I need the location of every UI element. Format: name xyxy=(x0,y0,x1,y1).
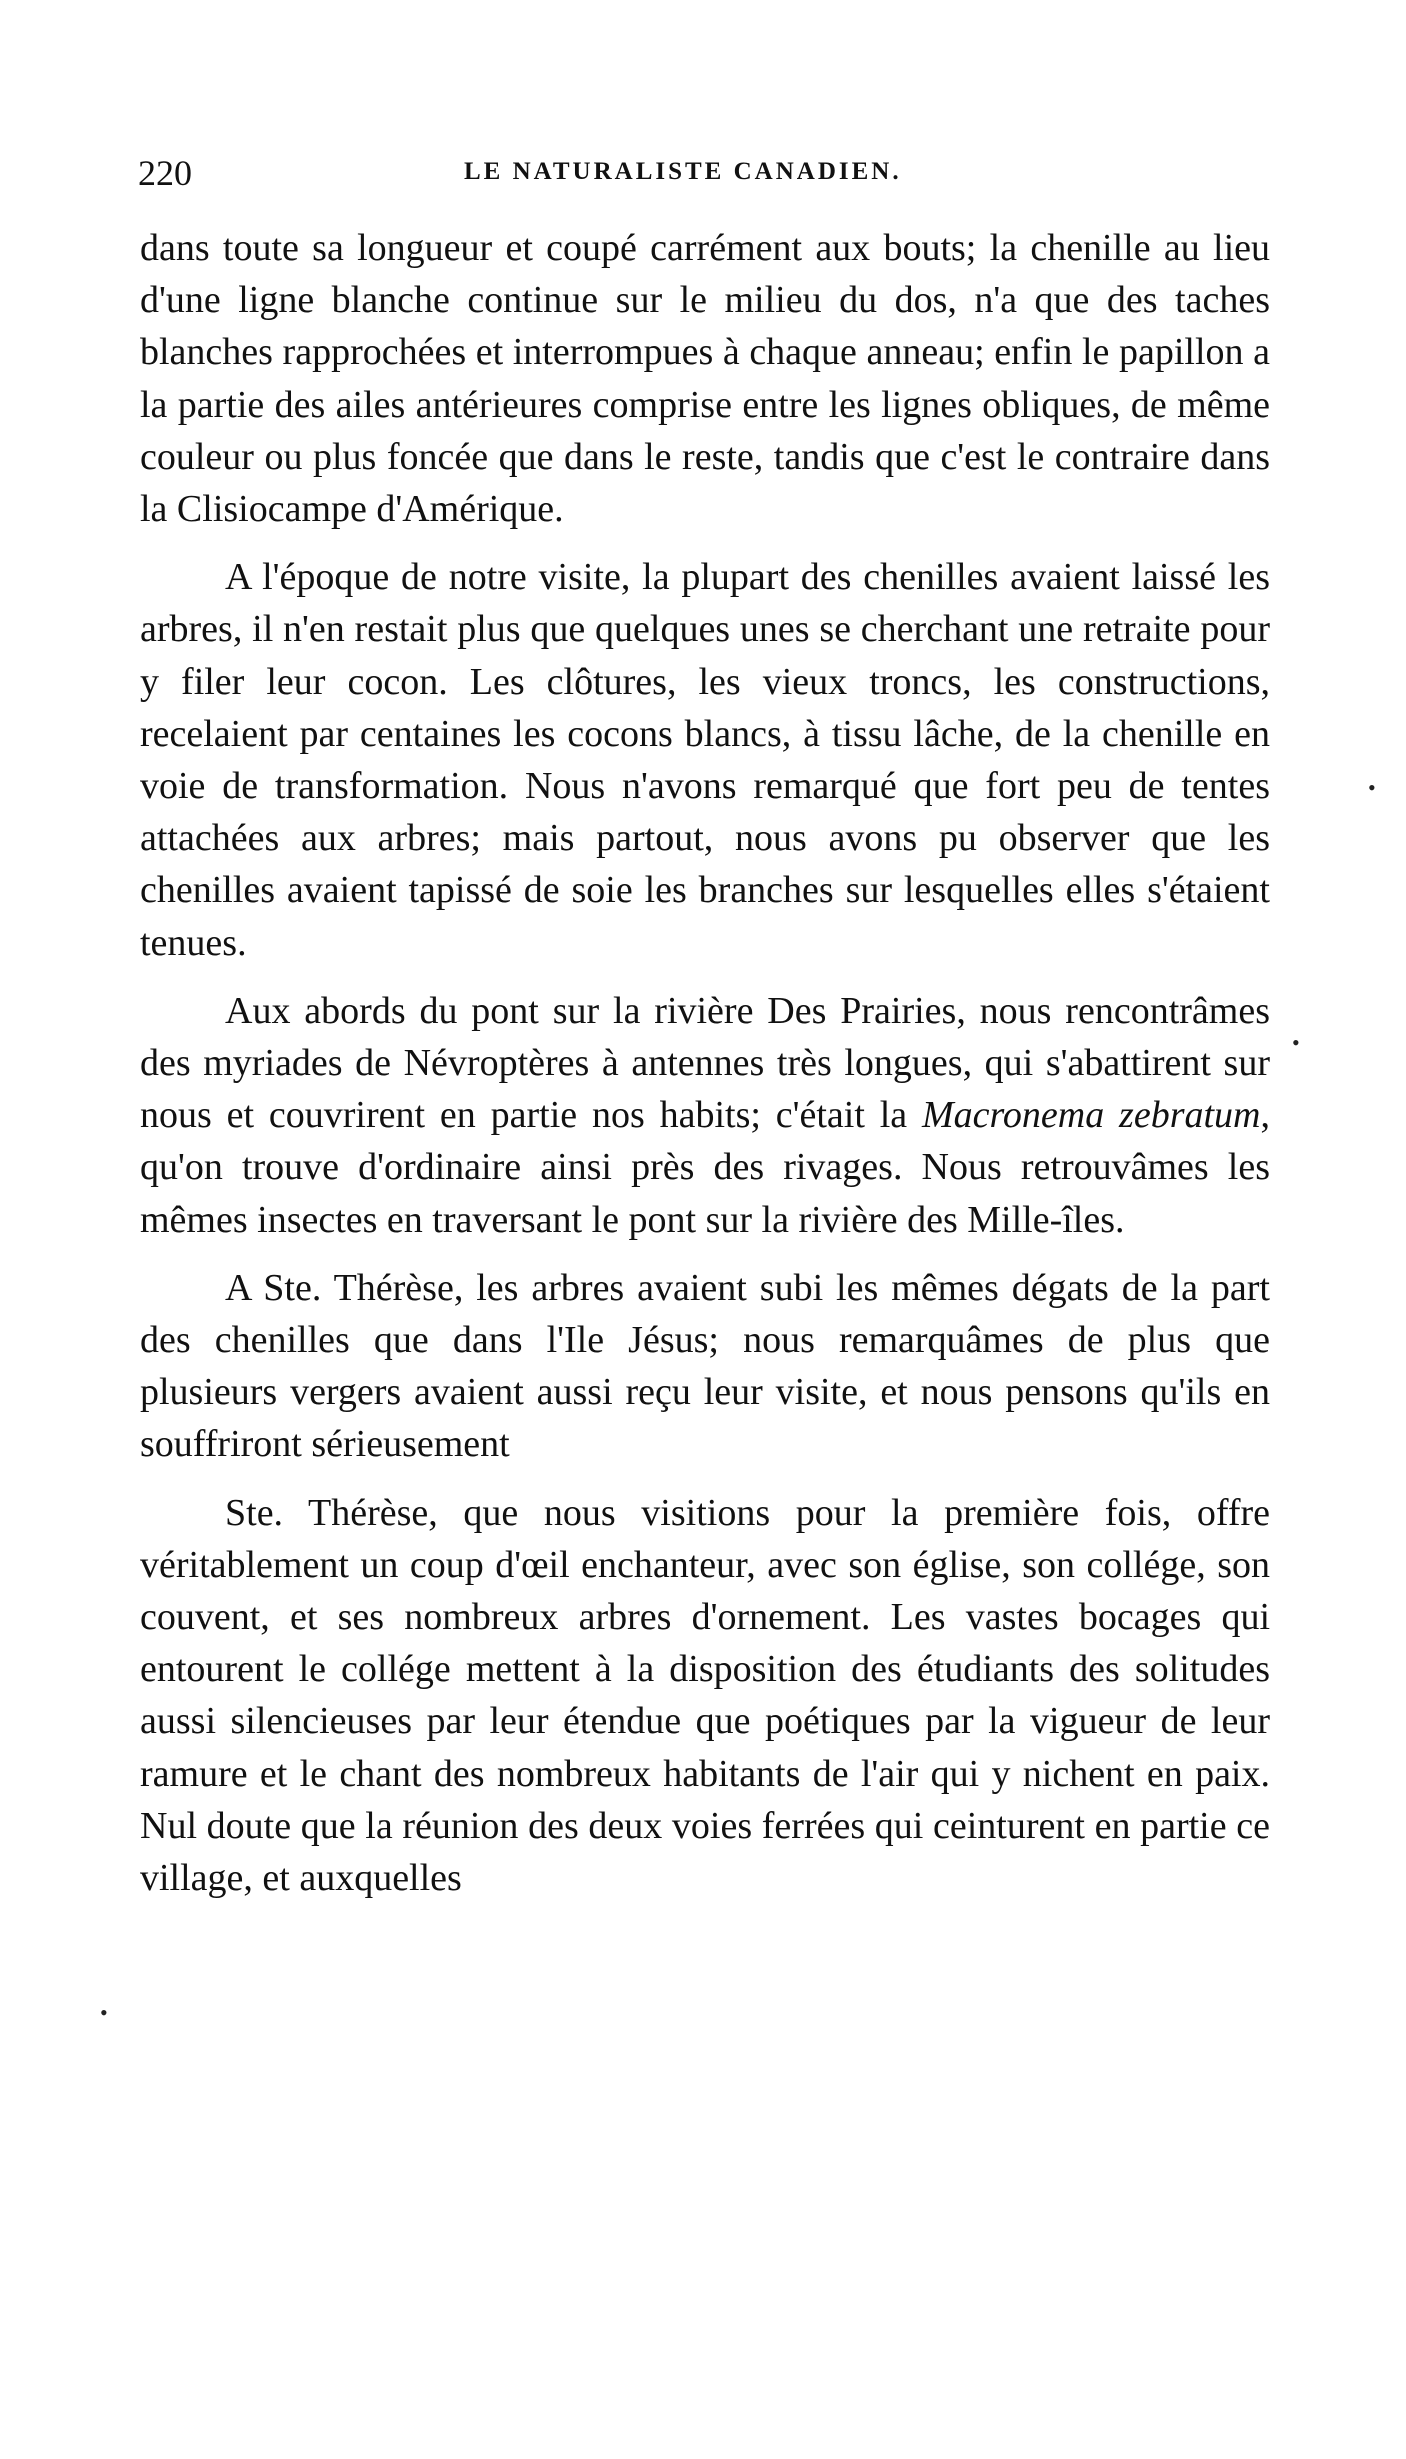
species-name: Macronema zebratum xyxy=(922,1094,1261,1137)
running-title: LE NATURALISTE CANADIEN. xyxy=(464,158,902,185)
paragraph-3-rest: , qu'on trouve d'ordinaire ainsi près des rivages. Nous retrouvâmes les mêmes insectes en traversant le pont sur la rivière des Mille-îles. xyxy=(140,1094,1270,1241)
paragraph-1: dans toute sa longueur et coupé carrément aux bouts; la chenille au lieu d'une ligne blanche continue sur le milieu du dos, n'a que des taches blanches rapprochées et interrompues à chaque anneau; enfin le papillon a la partie des ailes antérieures comprise entre les lignes obliques, de même couleur ou plus foncée que dans le reste, tandis que c'est le contraire dans la Clisiocampe d'Amérique. xyxy=(140,227,1270,531)
paragraph-2: A l'époque de notre visite, la plupart des chenilles avaient laissé les arbres, il n'en restait plus que quelques unes se cherchant une retraite pour y filer leur cocon. Les clôtures, les vieux troncs, les constructions, recelaient par centaines les cocons blancs, à tissu lâche, de la chenille en voie de transformation. Nous n'avons remarqué que fort peu de tentes attachées aux arbres; mais partout, nous avons pu observer que les chenilles avaient tapissé de soie les branches sur lesquelles elles s'étaient tenues. xyxy=(140,556,1270,964)
paragraph-5: Ste. Thérèse, que nous visitions pour la première fois, offre véritablement un coup d'œil enchanteur, avec son église, son collége, son couvent, et ses nombreux arbres d'ornement. Les vastes bocages qui entourent le collége mettent à la disposition des étudiants des solitudes aussi silencieuses par leur étendue que poétiques par la vigueur de leur ramure et le chant des nombreux habitants de l'air qui y nichent en paix. Nul doute que la réunion des deux voies ferrées qui ceinturent en partie ce village, et auxquelles xyxy=(140,1491,1270,1900)
paragraph-3-text: Aux abords du pont sur la rivière Des Prairies, nous rencontrâmes des myriades de Névroptères à antennes très longues, qui s'abattirent sur nous et couvrirent en partie nos habits; c'était la xyxy=(140,989,1270,1137)
scan-speck: • xyxy=(1292,1030,1300,1055)
page-header xyxy=(138,152,1268,200)
body-text xyxy=(140,222,1270,1920)
page-number: 220 xyxy=(138,153,192,193)
scan-speck: • xyxy=(100,2000,108,2025)
paragraph-4: A Ste. Thérèse, les arbres avaient subi les mêmes dégats de la part des chenilles que dans l'Ile Jésus; nous remarquâmes de plus que plusieurs vergers avaient aussi reçu leur visite, et nous pensons qu'ils en souffriront sérieusement xyxy=(140,1266,1270,1466)
paragraph-3 xyxy=(140,985,1270,1246)
scan-speck: • xyxy=(1368,775,1376,800)
